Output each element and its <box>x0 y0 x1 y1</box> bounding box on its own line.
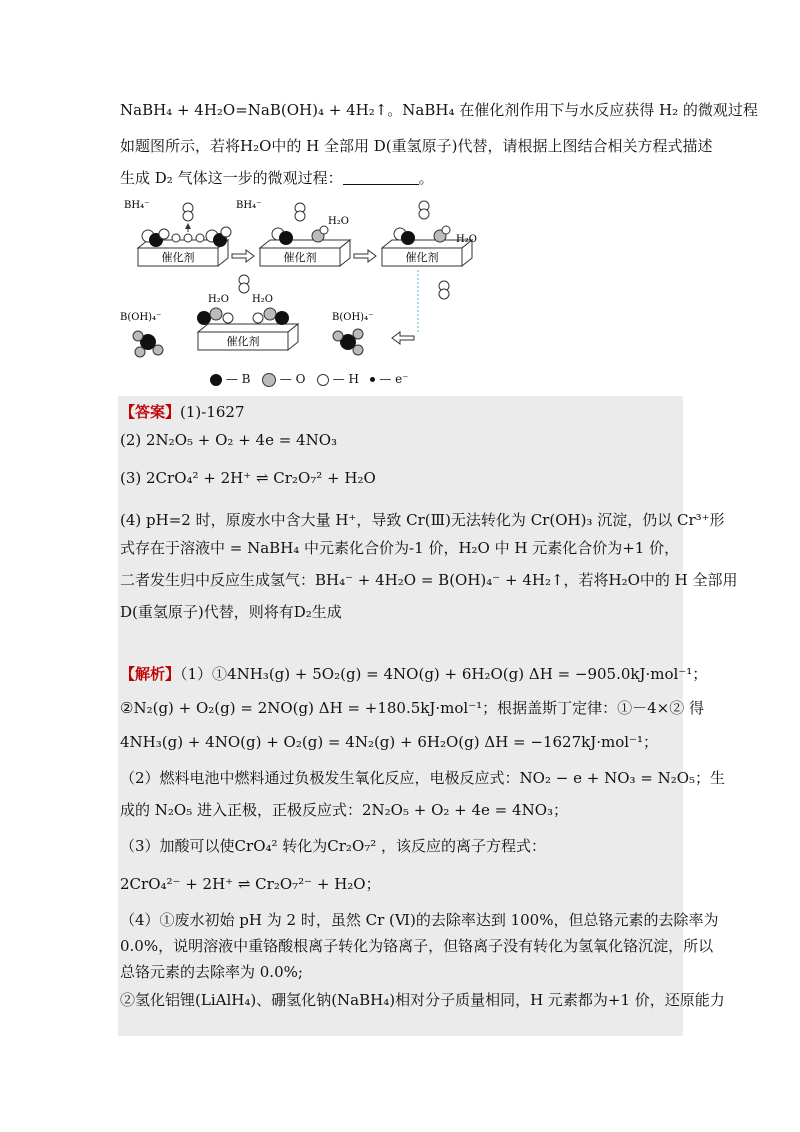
analysis-p1-l1: （1）①4NH₃(g) + 5O₂(g) = 4NO(g) + 6H₂O(g) ΔH = −905.0kJ·mol⁻¹； <box>180 665 708 683</box>
analysis-p4-l1: （4）①废水初始 pH 为 2 时，虽然 Cr (Ⅵ)的去除率达到 100%，但总铬元素的去除率为 <box>120 911 719 929</box>
analysis-line-1 <box>120 664 707 684</box>
answer-line-1 <box>120 402 245 422</box>
boh4-label-left: B(OH)₄⁻ <box>120 312 162 323</box>
h2o-label-3: H₂O <box>208 294 229 305</box>
boh4-left <box>133 331 163 357</box>
h2-molecule-1 <box>183 203 193 221</box>
hollow-arrow-2 <box>354 250 376 262</box>
analysis-p4-l3: 总铬元素的去除率为 0.0%; <box>120 963 303 981</box>
analysis-p1-l3: 4NH₃(g) + 4NO(g) + O₂(g) = 4N₂(g) + 6H₂O(g) ΔH = −1627kJ·mol⁻¹； <box>120 733 658 751</box>
h2-molecule-5 <box>239 275 249 293</box>
legend-b: B <box>241 372 251 386</box>
analysis-p4-l2: 0.0%，说明溶液中重铬酸根离子转化为铬离子，但铬离子没有转化为氢氧化铬沉淀，所以 <box>120 937 714 955</box>
answer-3: (3) 2CrO₄² + 2H⁺ ⇌ Cr₂O₇² + H₂O <box>120 469 376 487</box>
answer-4-line-3: 二者发生归中反应生成氢气：BH₄⁻ + 4H₂O = B(OH)₄⁻ + 4H₂↑，若将H₂O中的 H 全部用 <box>120 571 738 589</box>
answer-tag: 【答案】 <box>120 403 181 421</box>
bh4-label-1: BH₄⁻ <box>124 200 150 211</box>
h2-molecule-4 <box>439 281 449 299</box>
answer-2: (2) 2N₂O₅ + O₂ + 4e = 4NO₃ <box>120 431 338 449</box>
answer-4-line-2: 式存在于溶液中 = NaBH₄ 中元素化合价为-1 价，H₂O 中 H 元素化合价为+1 价， <box>120 539 680 557</box>
intro-line-3-text: 生成 D₂ 气体这一步的微观过程： <box>120 169 343 187</box>
catalyst-block-2 <box>260 240 350 266</box>
analysis-p2-l1: （2）燃料电池中燃料通过负极发生氧化反应，电极反应式：NO₂ − e + NO₃ = N₂O₅；生 <box>120 769 726 787</box>
legend-h: H <box>348 372 359 386</box>
reaction-mechanism-diagram <box>118 194 508 370</box>
analysis-p2-l2: 成的 N₂O₅ 进入正极，正极反应式：2N₂O₅ + O₂ + 4e = 4NO₃； <box>120 801 569 819</box>
analysis-p4-l4: ②氢化铝锂(LiAlH₄)、硼氢化钠(NaBH₄)相对分子质量相同，H 元素都为+1 价，还原能力 <box>120 991 725 1009</box>
legend-e: e⁻ <box>395 372 409 386</box>
analysis-p3-l1: （3）加酸可以使CrO₄² 转化为Cr₂O₇² ，该反应的离子方程式： <box>120 837 547 855</box>
analysis-p1-l2: ②N₂(g) + O₂(g) = 2NO(g) ΔH = +180.5kJ·mol⁻¹；根据盖斯丁定律：①－4×② 得 <box>120 699 705 717</box>
answer-1: (1)-1627 <box>180 403 245 421</box>
analysis-p3-l2: 2CrO₄²⁻ + 2H⁺ ⇌ Cr₂O₇²⁻ + H₂O； <box>120 875 381 893</box>
intro-line-3: 生成 D₂ 气体这一步的微观过程： 。 <box>120 169 434 187</box>
h2-molecule-3 <box>419 201 429 219</box>
catalyst-label-1: 催化剂 <box>161 251 195 264</box>
h2-molecule-2 <box>295 203 305 221</box>
h2o-label-1: H₂O <box>328 216 349 227</box>
h2o-label-4: H₂O <box>252 294 273 305</box>
intro-line-2: 如题图所示，若将H₂O中的 H 全部用 D(重氢原子)代替，请根据上图结合相关方程式描述 <box>120 137 713 155</box>
answer-4-line-4: D(重氢原子)代替，则将有D₂生成 <box>120 603 342 621</box>
bottom-cluster <box>197 308 289 325</box>
h2o-label-2: H₂O <box>456 234 477 245</box>
catalyst-label-3: 催化剂 <box>405 251 439 264</box>
analysis-tag: 【解析】 <box>120 665 181 683</box>
bh4-label-2: BH₄⁻ <box>236 200 262 211</box>
answer-blank <box>343 170 419 185</box>
intro-equation: NaBH₄ + 4H₂O=NaB(OH)₄ + 4H₂↑ <box>120 101 388 119</box>
catalyst-block-4 <box>198 324 298 350</box>
diagram-legend: — B — O — H — e⁻ <box>210 372 409 387</box>
hollow-arrow-3 <box>392 332 414 344</box>
legend-o: O <box>295 372 306 386</box>
boh4-label-right: B(OH)₄⁻ <box>332 312 374 323</box>
boh4-right <box>333 329 363 355</box>
intro-line-1 <box>120 100 758 120</box>
catalyst-label-4: 催化剂 <box>226 335 260 348</box>
intro-text: 。NaBH₄ 在催化剂作用下与水反应获得 H₂ 的微观过程 <box>387 101 758 119</box>
h-atoms-row <box>172 234 204 242</box>
answer-4-line-1: (4) pH=2 时，原废水中含大量 H⁺，导致 Cr(Ⅲ)无法转化为 Cr(OH)₃ 沉淀，仍以 Cr³⁺形 <box>120 511 725 529</box>
hollow-arrow-1 <box>232 250 254 262</box>
catalyst-label-2: 催化剂 <box>283 251 317 264</box>
